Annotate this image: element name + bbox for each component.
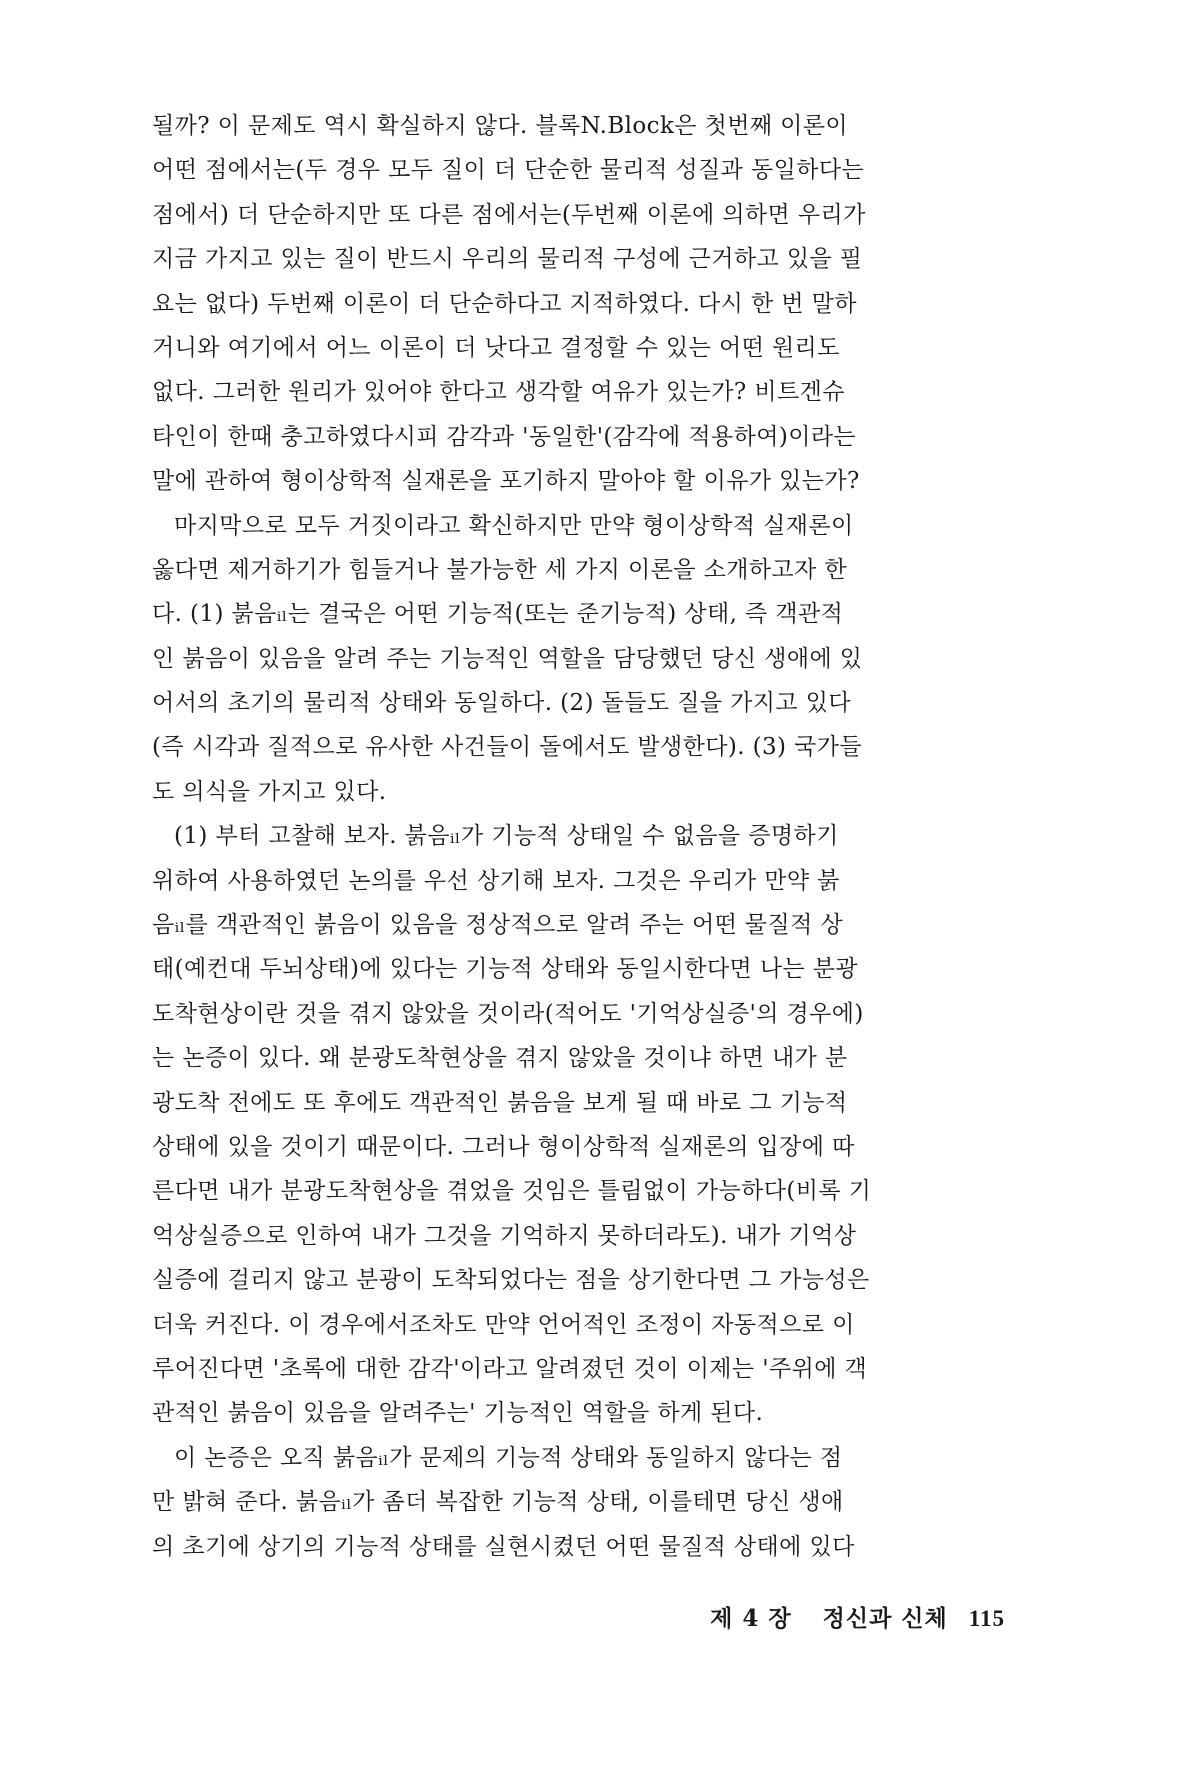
text-line: 억상실증으로 인하여 내가 그것을 기억하지 못하더라도). 내가 기억상 — [152, 1222, 857, 1249]
text-line: 말에 관하여 형이상학적 실재론을 포기하지 말아야 할 이유가 있는가? — [152, 468, 860, 495]
text-line: 될까? 이 문제도 역시 확실하지 않다. 블록N.Block은 첫번째 이론이 — [152, 113, 849, 139]
text-line: 거니와 여기에서 어느 이론이 더 낫다고 결정할 수 있는 어떤 원리도 — [152, 334, 840, 361]
text-line: 도착현상이란 것을 겪지 않았을 것이라(적어도 '기억상실증'의 경우에) — [152, 1000, 864, 1027]
text-line: 다. (1) 붉음ᵢₗ는 결국은 어떤 기능적(또는 준기능적) 상태, 즉 객관적 — [152, 601, 844, 628]
text-line: 지금 가지고 있는 질이 반드시 우리의 물리적 구성에 근거하고 있을 필 — [152, 246, 863, 273]
text-line: 음ᵢₗ를 객관적인 붉음이 있음을 정상적으로 알려 주는 어떤 물질적 상 — [152, 912, 844, 939]
text-line: 광도착 전에도 또 후에도 객관적인 붉음을 보게 될 때 바로 그 기능적 — [152, 1089, 848, 1116]
text-line: 의 초기에 상기의 기능적 상태를 실현시켰던 어떤 물질적 상태에 있다 — [152, 1533, 855, 1560]
text-line: 없다. 그러한 원리가 있어야 한다고 생각할 여유가 있는가? 비트겐슈 — [152, 379, 845, 406]
text-line: 더욱 커진다. 이 경우에서조차도 만약 언어적인 조정이 자동적으로 이 — [152, 1311, 855, 1338]
text-line: 어떤 점에서는(두 경우 모두 질이 더 단순한 물리적 성질과 동일하다는 — [152, 157, 865, 184]
text-line: (1) 부터 고찰해 보자. 붉음ᵢₗ가 기능적 상태일 수 없음을 증명하기 — [174, 823, 839, 850]
text-line: 이 논증은 오직 붉음ᵢₗ가 문제의 기능적 상태와 동일하지 않다는 점 — [174, 1444, 843, 1471]
text-line: 관적인 붉음이 있음을 알려주는' 기능적인 역할을 하게 된다. — [152, 1400, 764, 1427]
text-line: 위하여 사용하였던 논의를 우선 상기해 보자. 그것은 우리가 만약 붉 — [152, 867, 840, 894]
text-line: 른다면 내가 분광도착현상을 겪었을 것임은 틀림없이 가능하다(비록 기 — [152, 1178, 872, 1205]
text-line: 도 의식을 가지고 있다. — [152, 778, 387, 805]
text-line: 점에서) 더 단순하지만 또 다른 점에서는(두번째 이론에 의하면 우리가 — [152, 201, 866, 228]
page-body — [152, 104, 1032, 1569]
text-line: 타인이 한때 충고하였다시피 감각과 '동일한'(감각에 적용하여)이라는 — [152, 423, 857, 450]
text-line: 요는 없다) 두번째 이론이 더 단순하다고 지적하였다. 다시 한 번 말하 — [152, 290, 857, 317]
text-line: 루어진다면 '초록에 대한 감각'이라고 알려졌던 것이 이제는 '주위에 객 — [152, 1355, 868, 1382]
running-footer — [710, 1600, 1005, 1633]
chapter-label: 제 4 장 — [710, 1605, 792, 1632]
text-line: (즉 시각과 질적으로 유사한 사건들이 돌에서도 발생한다). (3) 국가들 — [152, 734, 862, 761]
chapter-title: 정신과 신체 — [822, 1605, 948, 1632]
text-line: 인 붉음이 있음을 알려 주는 기능적인 역할을 담당했던 당신 생애에 있 — [152, 645, 863, 672]
text-line: 상태에 있을 것이기 때문이다. 그러나 형이상학적 실재론의 입장에 따 — [152, 1133, 855, 1160]
text-line: 마지막으로 모두 거짓이라고 확신하지만 만약 형이상학적 실재론이 — [174, 512, 854, 539]
text-line: 어서의 초기의 물리적 상태와 동일하다. (2) 돌들도 질을 가지고 있다 — [152, 690, 851, 717]
text-line: 태(예컨대 두뇌상태)에 있다는 기능적 상태와 동일시한다면 나는 분광 — [152, 956, 859, 983]
text-line: 실증에 걸리지 않고 분광이 도착되었다는 점을 상기한다면 그 가능성은 — [152, 1267, 870, 1294]
text-line: 는 논증이 있다. 왜 분광도착현상을 겪지 않았을 것이냐 하면 내가 분 — [152, 1045, 848, 1072]
page-number: 115 — [968, 1606, 1005, 1631]
text-line: 만 밝혀 준다. 붉음ᵢₗ가 좀더 복잡한 기능적 상태, 이를테면 당신 생애 — [152, 1489, 844, 1516]
text-line: 옳다면 제거하기가 힘들거나 불가능한 세 가지 이론을 소개하고자 한 — [152, 556, 847, 583]
